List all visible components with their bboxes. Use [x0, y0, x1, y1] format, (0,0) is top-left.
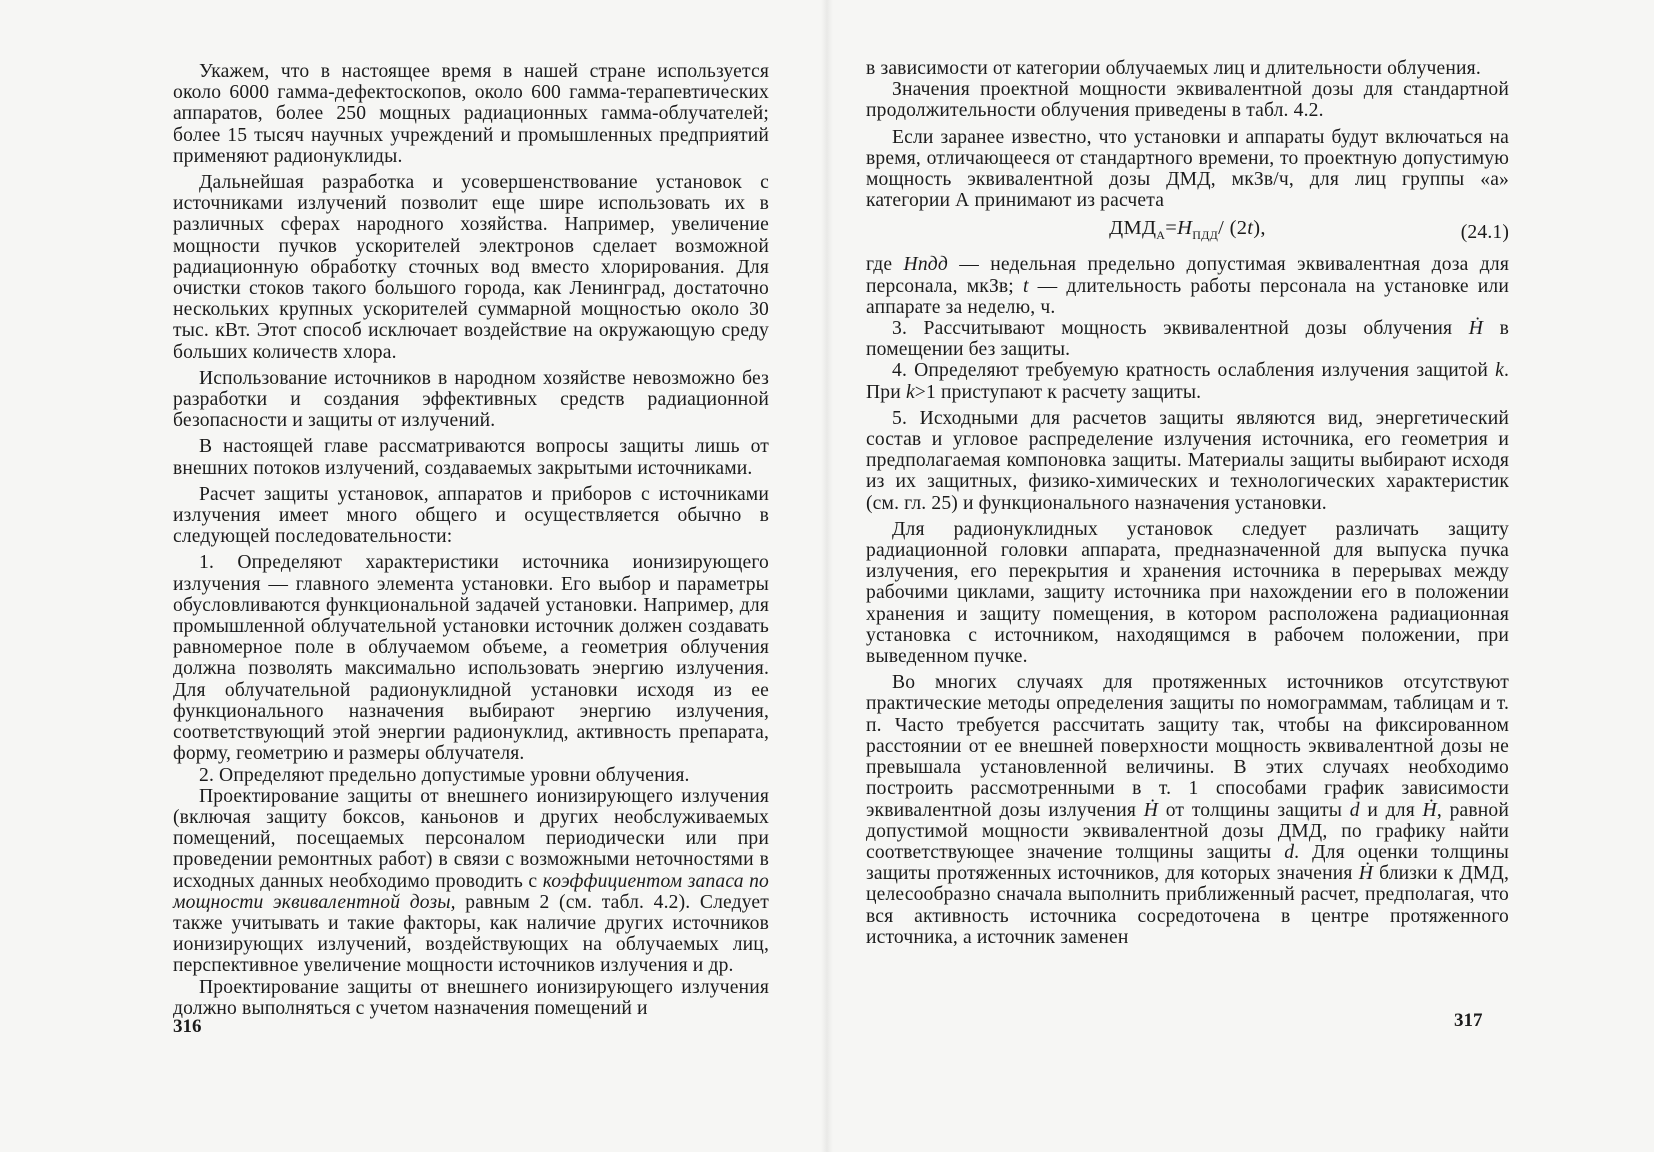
paragraph-step-5: 5. Исходными для расчетов защиты являются вид, энергетический состав и угловое распределение излучения источника, его геометрия и предполагаемая компоновка защиты. Материалы защиты выбирают исходя из их защитных, физико-химических и технологических характеристик (см. гл. 25) и функционального назначения установки. [866, 407, 1509, 514]
paragraph-extended-sources: Во многих случаях для протяженных источников отсутствуют практические методы определения защиты по номограммам, таблицам и т. п. Часто требуется рассчитать защиту так, чтобы на фиксированном расстоянии от ее внешней поверхности мощность эквивалентной дозы не превышала установленной величины. В этих случаях необходимо построить рассмотренными в т. 1 способами график зависимости эквивалентной дозы излучения Ḣ от толщины защиты d и для Ḣ, равной допустимой мощности эквивалентной дозы ДМД, по графику найти соответствующее значение толщины защиты d. Для оценки толщины защиты протяженных источников, для которых значения Ḣ близки к ДМД, целесообразно сначала выполнить приближенный расчет, предполагая, что вся активность источника сосредоточена в центре протяженного источника, а источник заменен [866, 672, 1509, 948]
paragraph-calculation-sequence: Расчет защиты установок, аппаратов и приборов с источниками излучения имеет много общего и осуществляется обычно в следующей последовательности: [173, 483, 769, 548]
paragraph-chapter-scope: В настоящей главе рассматриваются вопросы защиты лишь от внешних потоков излучений, создаваемых закрытыми источниками. [173, 436, 769, 479]
book-gutter [821, 0, 833, 1152]
page-number-left: 316 [173, 1016, 202, 1037]
paragraph-where: где Hпдд — недельная предельно допустимая эквивалентная доза для персонала, мкЗв; t — длительность работы персонала на установке или аппарате за неделю, ч. [866, 254, 1509, 318]
paragraph-step-4: 4. Определяют требуемую кратность ослабления излучения защитой k. При k>1 приступают к расчету защиты. [866, 360, 1509, 403]
paragraph-radionuclide-installations: Для радионуклидных установок следует различать защиту радиационной головки аппарата, предназначенной для выпуска пучка излучения, его перекрытия и хранения источника в перерывах между рабочими циклами, защиту источника при нахождении его в положении хранения и защиту помещения, в котором расположена радиационная установка с источником, находящимся в рабочем положении, при выведенном пучке. [866, 518, 1509, 668]
formula-number: (24.1) [1460, 222, 1509, 244]
paragraph-radionuclide-usage: Укажем, что в настоящее время в нашей стране используется около 6000 гамма-дефектоскопов, около 600 гамма-терапевтических аппаратов, более 250 мощных радиационных гамма-облучателей; более 15 тысяч научных учреждений и промышленных предприятий применяют радионуклиды. [173, 61, 769, 167]
paragraph-shielding-design-continued: Проектирование защиты от внешнего ионизирующего излучения должно выполняться с учетом назначения помещений и [173, 976, 769, 1019]
paragraph-use-of-sources: Использование источников в народном хозяйстве невозможно без разработки и создания эффективных средств радиационной безопасности и защиты от излучений. [173, 367, 769, 432]
right-text-column [866, 58, 1509, 948]
paragraph-shielding-design: Проектирование защиты от внешнего ионизирующего излучения (включая защиту боксов, каньонов и других необслуживаемых помещений, посещаемых персоналом периодически или при проведении ремонтных работ) в связи с возможными неточностями в исходных данных необходимо проводить с коэффициентом запаса по мощности эквивалентной дозы, равным 2 (см. табл. 4.2). Следует также учитывать и такие факторы, как наличие других источников ионизирующих излучений, воздействующих на облучаемых лиц, перспективное увеличение мощности источников излучения и др. [173, 785, 769, 977]
paragraph-step-3: 3. Рассчитывают мощность эквивалентной дозы облучения Ḣ в помещении без защиты. [866, 318, 1509, 361]
paragraph-nonstandard-time: Если заранее известно, что установки и аппараты будут включаться на время, отличающееся от стандартного времени, то проектную допустимую мощность эквивалентной дозы ДМД, мкЗв/ч, для лиц группы «а» категории А принимают из расчета [866, 126, 1509, 212]
paragraph-step-1: 1. Определяют характеристики источника ионизирующего излучения — главного элемента установки. Его выбор и параметры обусловливаются функциональной задачей установки. Например, для промышленной облучательной установки источник должен создавать равномерное поле в облучаемом объеме, а геометрия облучения должна позволять максимально использовать энергию излучения. Для облучательной радионуклидной установки исходя из ее функционального назначения выбирают энергию излучения, соответствующий этой энергии радионуклид, активность препарата, форму, геометрию и размеры облучателя. [173, 552, 769, 765]
paragraph-continuation: в зависимости от категории облучаемых лиц и длительности облучения. [866, 58, 1481, 79]
formula-expression: $ДМД_A=H_{ПДД}/$ (2t), [1109, 217, 1266, 243]
paragraph-further-development: Дальнейшая разработка и усовершенствование установок с источниками излучений позволит еще шире использовать их в различных сферах народного хозяйства. Например, увеличение мощности пучков ускорителей электронов сделает возможной радиационную обработку сточных вод вместо хлорирования. Для очистки стоков такого большого города, как Ленинград, достаточно нескольких крупных ускорителей суммарной мощностью около 30 тыс. кВт. Этот способ исключает воздействие на окружающую среду больших количеств хлора. [173, 172, 769, 363]
right-page [827, 0, 1654, 1152]
paragraph-design-values: Значения проектной мощности эквивалентной дозы для стандартной продолжительности облучения приведены в табл. 4.2. [866, 79, 1509, 122]
formula-24-1 [866, 213, 1509, 251]
paragraph-step-2: 2. Определяют предельно допустимые уровни облучения. [199, 764, 690, 786]
page-number-right: 317 [1454, 1010, 1483, 1031]
italic-safety-factor: коэффициентом запаса по мощности эквивалентной дозы, [173, 870, 769, 913]
left-text-column [173, 61, 769, 1019]
